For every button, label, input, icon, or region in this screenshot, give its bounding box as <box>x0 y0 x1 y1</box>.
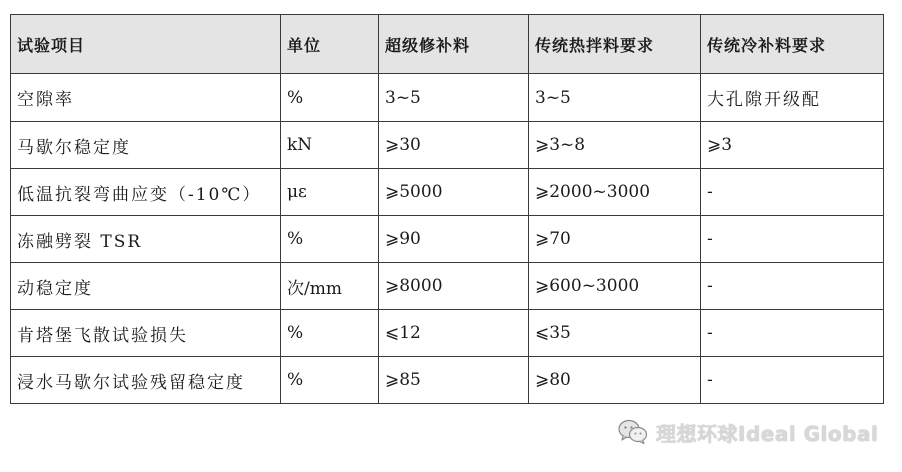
table-header-row <box>11 15 884 74</box>
cell-test-item: 动稳定度 <box>11 263 281 310</box>
header-test-item: 试验项目 <box>11 15 281 74</box>
table-row <box>11 122 884 169</box>
cell-unit: kN <box>281 122 379 169</box>
cell-super-repair: ⩽12 <box>379 310 529 357</box>
cell-test-item: 马歇尔稳定度 <box>11 122 281 169</box>
cell-hot-mix: ⩾3~8 <box>529 122 701 169</box>
cell-unit: % <box>281 357 379 404</box>
cell-hot-mix: ⩽35 <box>529 310 701 357</box>
cell-test-item: 肯塔堡飞散试验损失 <box>11 310 281 357</box>
cell-cold-patch: - <box>701 216 884 263</box>
cell-hot-mix: ⩾80 <box>529 357 701 404</box>
watermark <box>618 418 878 446</box>
cell-super-repair: ⩾90 <box>379 216 529 263</box>
cell-test-item: 冻融劈裂 TSR <box>11 216 281 263</box>
wechat-icon <box>618 419 648 445</box>
header-super-repair: 超级修补料 <box>379 15 529 74</box>
header-hot-mix: 传统热拌料要求 <box>529 15 701 74</box>
cell-test-item: 低温抗裂弯曲应变（-10℃） <box>11 169 281 216</box>
cell-unit: με <box>281 169 379 216</box>
cell-test-item: 空隙率 <box>11 74 281 122</box>
cell-hot-mix: ⩾70 <box>529 216 701 263</box>
cell-super-repair: ⩾8000 <box>379 263 529 310</box>
spec-table <box>10 14 884 404</box>
table-row <box>11 357 884 404</box>
cell-hot-mix: ⩾2000~3000 <box>529 169 701 216</box>
table-row <box>11 216 884 263</box>
cell-super-repair: ⩾85 <box>379 357 529 404</box>
cell-cold-patch: - <box>701 357 884 404</box>
cell-hot-mix: 3~5 <box>529 74 701 122</box>
cell-unit: % <box>281 74 379 122</box>
cell-unit: % <box>281 216 379 263</box>
cell-cold-patch: 大孔隙开级配 <box>701 74 884 122</box>
cell-cold-patch: - <box>701 169 884 216</box>
header-cold-patch: 传统冷补料要求 <box>701 15 884 74</box>
cell-super-repair: 3~5 <box>379 74 529 122</box>
cell-cold-patch: - <box>701 310 884 357</box>
table-row <box>11 310 884 357</box>
cell-super-repair: ⩾30 <box>379 122 529 169</box>
table-row <box>11 263 884 310</box>
cell-cold-patch: - <box>701 263 884 310</box>
watermark-text: 理想环球Ideal Global <box>656 421 879 446</box>
table-row <box>11 169 884 216</box>
cell-cold-patch: ⩾3 <box>701 122 884 169</box>
cell-hot-mix: ⩾600~3000 <box>529 263 701 310</box>
cell-test-item: 浸水马歇尔试验残留稳定度 <box>11 357 281 404</box>
cell-super-repair: ⩾5000 <box>379 169 529 216</box>
cell-unit: 次/mm <box>281 263 379 310</box>
cell-unit: % <box>281 310 379 357</box>
table-row <box>11 74 884 122</box>
header-unit: 单位 <box>281 15 379 74</box>
